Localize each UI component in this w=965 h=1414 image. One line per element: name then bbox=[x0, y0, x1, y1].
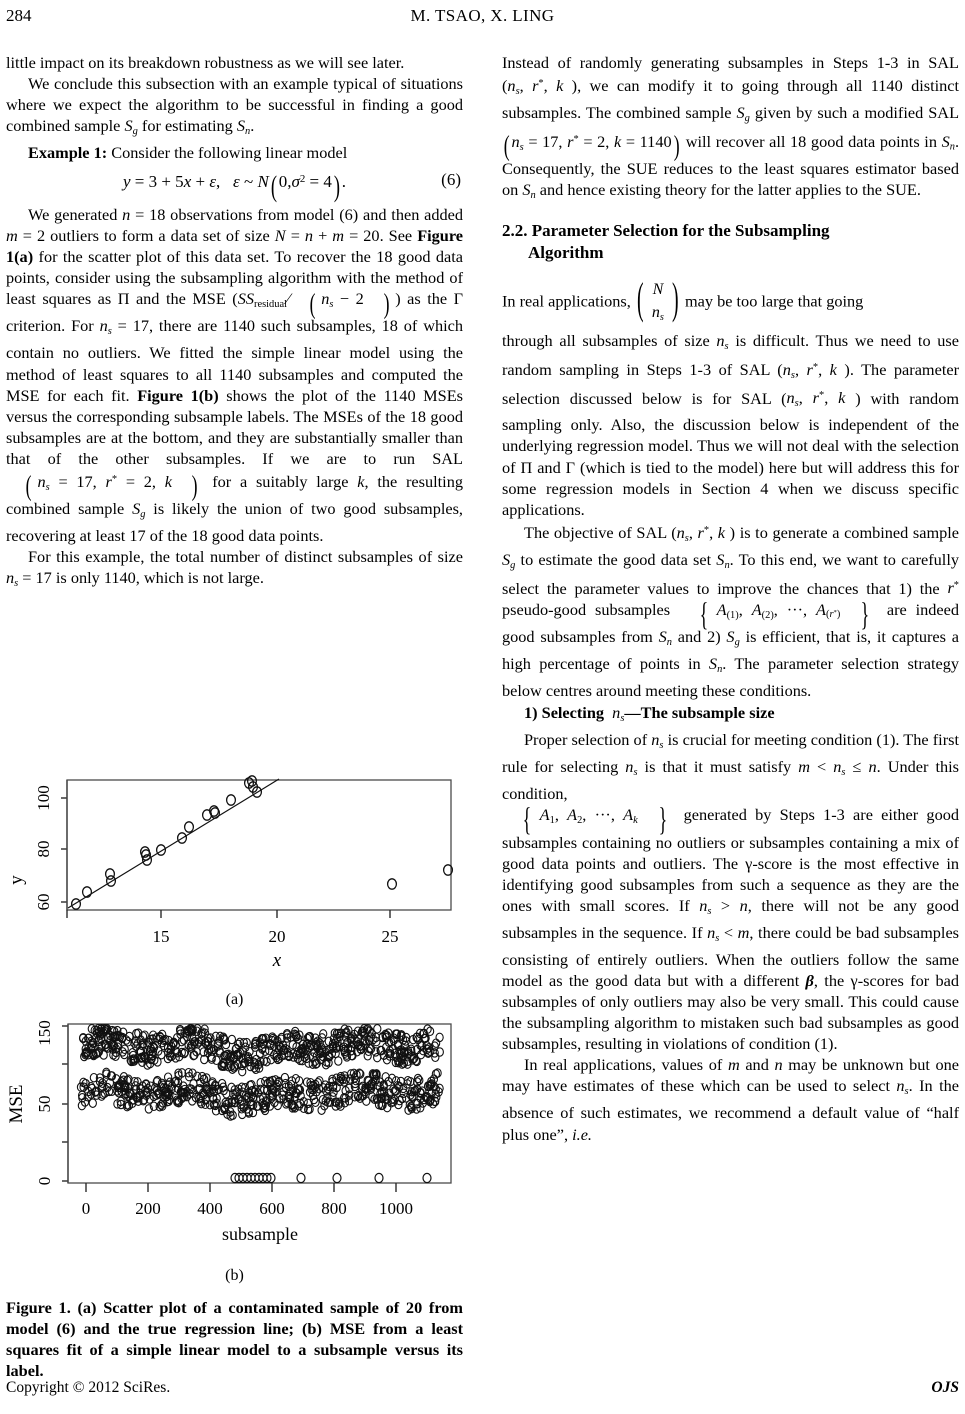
x-tick-20: 20 bbox=[268, 927, 286, 946]
r-paragraph-2b: through all subsamples of size $n_s$ is difficult. Thus we need to use random sampling in Steps 1-3 of SAL ($n_s$, r*, k ). The parameter selection discussed below is for SAL ($n_s$, r*, k ) with random sampling only. Also, the discussion below is independent of the underlying regression model. Thus we will not deal with the selection of Π and Γ (which is tied to the model) here but will address this for some regression models in Section 4 when we discuss specific applications. bbox=[502, 330, 960, 519]
list-item-1-heading: 1) Selecting $n_s—The$ subsample size bbox=[524, 702, 775, 724]
figure-ref-1b: Figure 1(b) bbox=[137, 385, 219, 405]
sal-params-1: ( $n_s = 17$, r* = 2, k ) bbox=[25, 471, 198, 503]
x-tick-25: 25 bbox=[381, 927, 399, 946]
x-tick-400: 400 bbox=[197, 1199, 223, 1218]
right-column bbox=[502, 52, 959, 1145]
x-tick-200: 200 bbox=[135, 1199, 161, 1218]
binomial-coefficient: ( N $n_s$ ) bbox=[636, 273, 679, 323]
x-tick-15: 15 bbox=[152, 927, 170, 946]
x-tick-600: 600 bbox=[259, 1199, 285, 1218]
panel-b-label: (b) bbox=[225, 1267, 244, 1284]
symbol-sn: S bbox=[236, 116, 245, 136]
section-title-cont: Algorithm bbox=[528, 242, 604, 262]
section-heading-2-2 bbox=[502, 220, 959, 264]
x-tick-1000: 1000 bbox=[379, 1199, 413, 1218]
figure-caption: Figure 1. (a) Scatter plot of a contaminated sample of 20 from model (6) and the true regression line; (b) MSE from a least squares fit of a simple linear model to a subsample versus its label. bbox=[6, 1298, 463, 1380]
journal-abbrev: OJS bbox=[931, 1379, 959, 1396]
figure-1 bbox=[6, 770, 463, 1286]
data-points-a bbox=[72, 776, 453, 909]
y-tick-50: 50 bbox=[35, 1095, 54, 1113]
x-tick-800: 800 bbox=[321, 1199, 347, 1218]
section-title: Parameter Selection for the Subsampling bbox=[531, 220, 830, 240]
figure-panel-a bbox=[6, 770, 463, 1010]
equation-6 bbox=[6, 169, 463, 204]
y-tick-150: 150 bbox=[35, 1020, 54, 1046]
symbol-sg: S bbox=[124, 116, 133, 136]
paragraph-3: We generated n = 18 observations from model (6) and then added m = 2 outliers to form a data set of size N = n + m = 20. See Figure 1(a) for the scatter plot of this data set. To recover the 18 good data points, consider using the subsampling algorithm with the method of least squares as Π and the MSE ($SS_{residual}⁄$ ( $n_s - 2$ ) ) as the Γ criterion. For $n_s = 17$, there are 1140 such subsamples, 18 of which contain no outliers. We fitted the simple linear model using the method of least squares to all 1140 subsamples and computed the MSE for each fit. Figure 1(b) shows the plot of the 1140 MSEs versus the corresponding subsample labels. The MSEs of the 18 good subsamples are at the bottom, and they are substantially smaller than that of the other subsamples. If we are to run SAL ( $n_s = 17$, r* = 2, k ) for a suitably large k, the resulting combined sample $S_g$ is likely the union of two good subsamples, recovering at least 17 of the 18 good data points. bbox=[6, 205, 464, 545]
page-number: 284 bbox=[6, 6, 32, 25]
y-tick-60: 60 bbox=[34, 893, 53, 911]
r-paragraph-1: Instead of randomly generating subsamples in Steps 1-3 in SAL ($n_s$, r*, k ), we can modify it to going through all 1140 distinct subsamples. The combined sample $S_g$ given by such a modified SAL ( $n_s = 17$, r* = 2, k = 1140) will recover all 18 good data points in $S_n$. Consequently, the SUE reduces to the least squares estimator based on $S_n$ and hence existing theory for the latter applies to the SUE. bbox=[502, 53, 960, 201]
outlier-point bbox=[388, 879, 397, 889]
y-tick-100: 100 bbox=[34, 785, 53, 811]
r-paragraph-2a: In real applications, ( N $n_s$ ) may be too large that going bbox=[502, 276, 959, 330]
paragraph-1: little impact on its breakdown robustness as we will see later. bbox=[6, 53, 405, 72]
figure-ref-1a: Figure 1(a) bbox=[6, 226, 464, 267]
regression-line bbox=[68, 779, 279, 908]
r-paragraph-3: The objective of SAL ($n_s$, r*, k ) is to generate a combined sample $S_g$ to estimate the good data set $S_n$. To this end, we want to carefully select the parameter values to improve the chances that 1) the r* pseudo-good subsamples { $A_{(1)}$, $A_{(2)}$, ···, $A_{(r^*)}$ } are indeed good subsamples from $S_n$ and 2) $S_g$ is efficient, that is, it captures a high percentage of points in $S_n$. The parameter selection strategy below centres around meeting these conditions. bbox=[502, 522, 960, 701]
example-label: Example 1: bbox=[28, 143, 108, 163]
copyright-notice: Copyright © 2012 SciRes. bbox=[6, 1379, 171, 1396]
y-axis-label-b: MSE bbox=[6, 1084, 27, 1124]
scatter-plot-b bbox=[6, 1016, 463, 1264]
r-paragraph-5: In real applications, values of m and n may be unknown but one may have estimates of these which can be used to select $n_s$. In the absence of such estimates, we recommend a default value of “half plus one”, i.e. bbox=[502, 1055, 960, 1144]
x-tick-0: 0 bbox=[81, 1199, 91, 1218]
y-tick-0: 0 bbox=[35, 1176, 54, 1186]
equation-6-number: (6) bbox=[441, 170, 461, 190]
r-paragraph-4: Proper selection of $n_s$ is crucial for meeting condition (1). The first rule for selecting $n_s$ is that it must satisfy $m < n_s \le n$. Under this condition, { $A_1$, $A_2$, ···, $A_k$ } generated by Steps 1-3 are either good subsamples containing no outliers or subsamples containing a mix of good data points and outliers. The γ-score is the most effective in identifying good subsamples from such a sequence as they are the ones with small scores. If $n_s > n$, there will not be any good subsamples in the sequence. If $n_s < m$, there could be bad subsamples consisting of entirely outliers. When the outliers follow the same model as the good data but with a different β, the γ-scores for bad subsamples of only outliers may also be very small. This could cause the subsampling algorithm to mistaken such bad subsamples as good subsamples, resulting in violations of condition (1). bbox=[502, 729, 960, 1054]
paragraph-2: We conclude this subsection with an example typical of situations where we expect the algorithm to be successful in finding a good combined sample $S_g$ for estimating $S_n$. bbox=[6, 74, 463, 138]
running-head bbox=[6, 6, 959, 26]
data-points-b bbox=[77, 1025, 443, 1121]
x-axis-label-b: subsample bbox=[222, 1224, 298, 1244]
pseudo-good-set: { $A_{(1)}$, $A_{(2)}$, ···, $A_{(r^*)}$ } bbox=[699, 597, 870, 634]
y-axis-label-a: y bbox=[6, 875, 27, 885]
x-axis-label-a: x bbox=[272, 950, 282, 971]
panel-a-label: (a) bbox=[225, 991, 244, 1008]
y-tick-80: 80 bbox=[34, 840, 53, 858]
sal-params-2: ( $n_s = 17$, r* = 2, k = 1140) bbox=[503, 131, 680, 163]
example-paragraph: Example 1: Consider the following linear model bbox=[28, 143, 348, 163]
running-title: M. TSAO, X. LING bbox=[410, 6, 555, 25]
subsample-sequence-set: { $A_1$, $A_2$, ···, $A_k$ } bbox=[522, 802, 667, 839]
good-subsample-points bbox=[231, 1173, 431, 1182]
figure-panel-b bbox=[6, 1016, 463, 1286]
paragraph-4: For this example, the total number of distinct subsamples of size $n_s = 17$ is only 1140, which is not large. bbox=[6, 546, 463, 589]
equation-6-body: y = 3 + 5x + ε, ε ~ N( $0,\sigma^2 = 4$) . bbox=[122, 170, 347, 204]
section-number: 2.2. bbox=[502, 220, 528, 240]
symbol-beta: β bbox=[805, 970, 814, 990]
left-column bbox=[6, 52, 463, 594]
scatter-plot-a bbox=[6, 770, 463, 988]
